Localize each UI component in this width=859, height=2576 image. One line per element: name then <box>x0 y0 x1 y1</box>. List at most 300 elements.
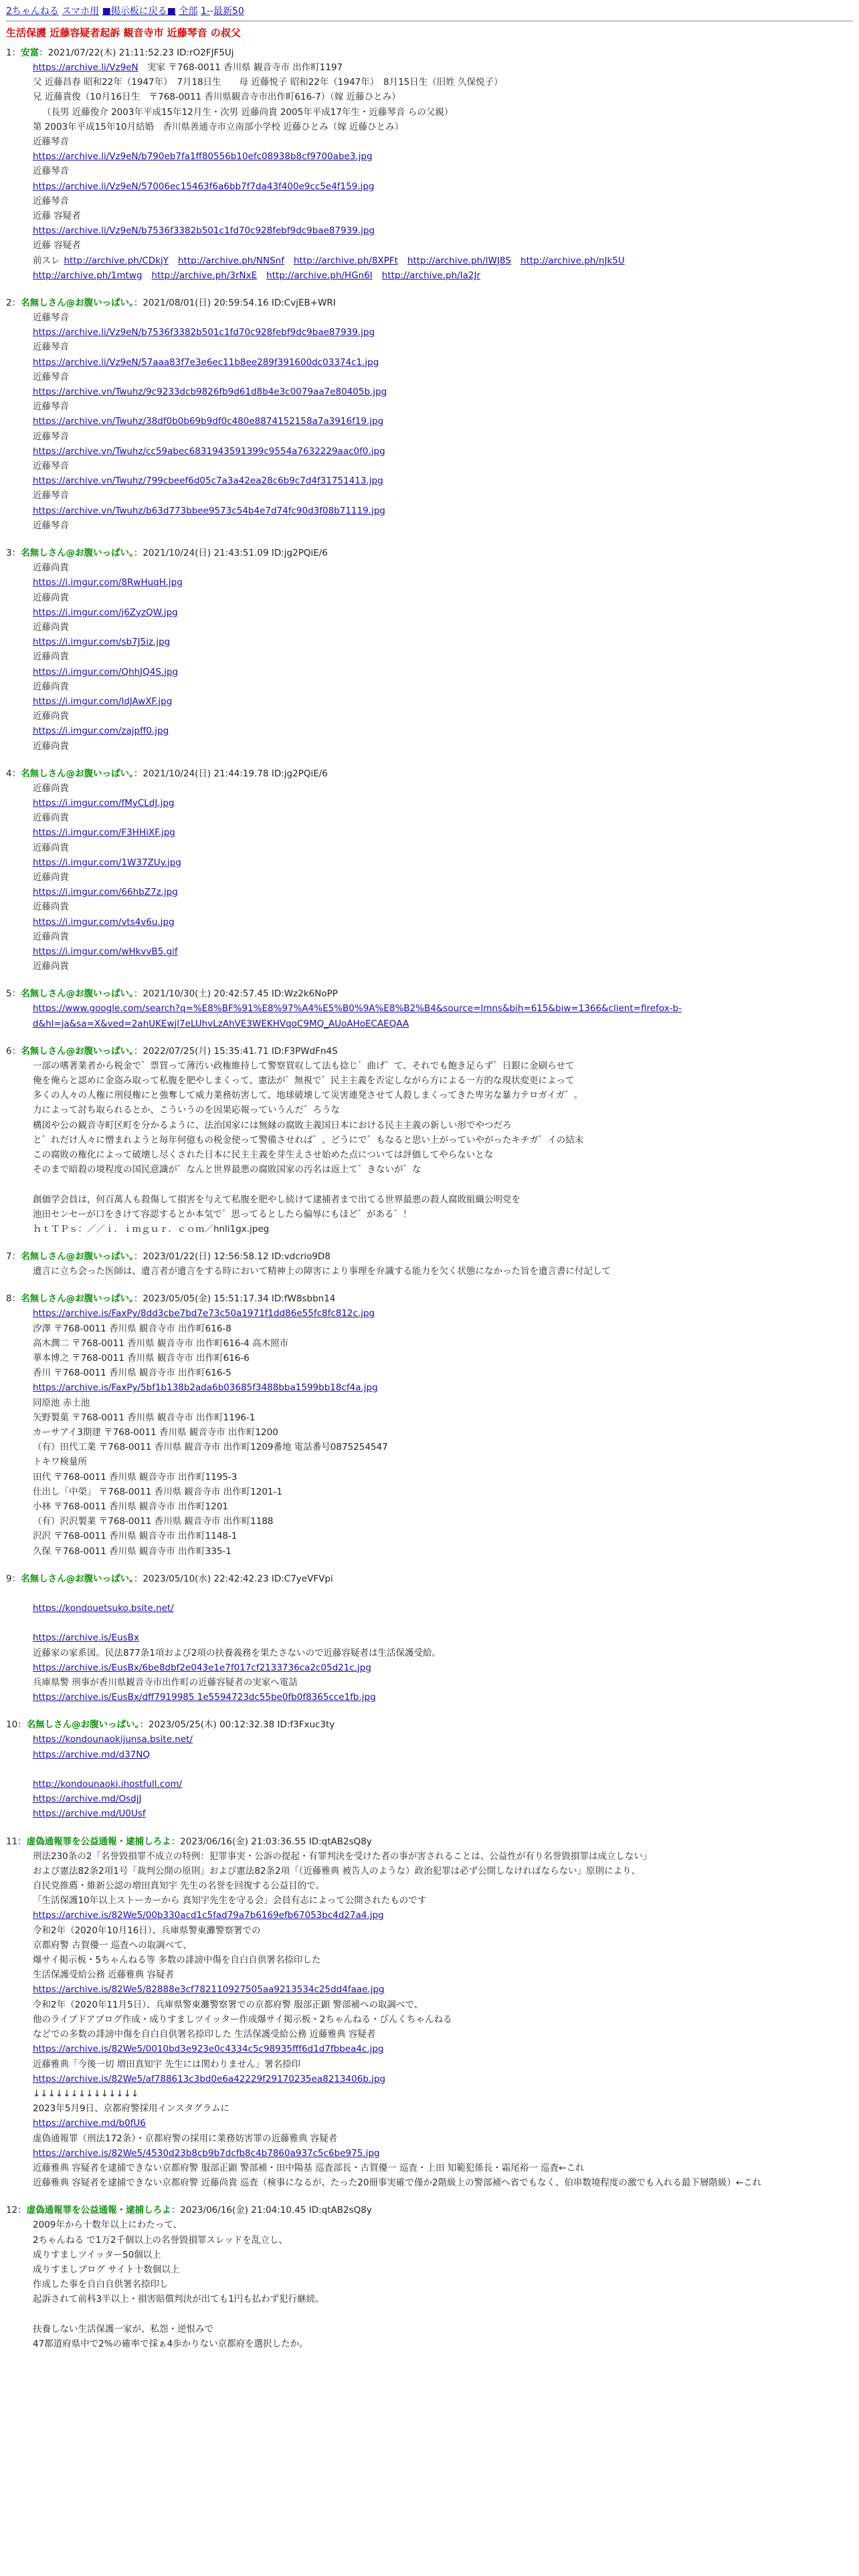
post-text: 近藤尚貴 <box>33 651 69 663</box>
post-text: 高木潤二 〒768-0011 香川県 観音寺市 出作町616-4 高木照市 <box>33 1337 289 1349</box>
post-text: 近藤雅典「今後一切 増田真知宇 先生には関わりません」署名捺印 <box>33 2058 301 2070</box>
post-text: 仕出し「中榮」 〒768-0011 香川県 観音寺市 出作町1201-1 <box>33 1486 282 1497</box>
post-line <box>33 459 853 473</box>
post-line <box>33 1762 853 1777</box>
post-line <box>33 1923 853 1938</box>
post-link[interactable]: http://archive.ph/HGn6I <box>266 270 373 281</box>
post-line <box>33 1001 853 1031</box>
post-text: 成りすましブログ サイト十数個以上 <box>33 2264 180 2275</box>
post-link[interactable]: https://kondouetsuko.bsite.net/ <box>33 1603 174 1614</box>
post-text: 近藤尚貴 <box>33 621 69 633</box>
post-link[interactable]: https://archive.li/Vz9eN/57aaa83f7e3e6ec11b8ee289f391600dc03374c1.jpg <box>33 356 379 368</box>
post-author-name: 名無しさん@お腹いっぱい。 <box>21 1045 134 1057</box>
post-line <box>33 2277 853 2292</box>
post-link[interactable]: http://archive.ph/8XPFt <box>293 255 398 266</box>
post-line <box>33 2057 853 2072</box>
post-link[interactable]: https://archive.is/82We5/82888e3cf782110927505aa9213534c25dd4faae.jpg <box>33 1984 385 1996</box>
post-line <box>33 605 853 620</box>
post <box>6 1835 853 2191</box>
post-link[interactable]: https://archive.vn/Twuhz/9c9233dcb9826fb9d61d8b4e3c0079aa7e80405b.jpg <box>33 387 387 398</box>
post-header <box>6 1572 853 1586</box>
post-text: 近藤琴音 <box>33 136 69 148</box>
post-line <box>33 2101 853 2116</box>
post-link[interactable]: https://archive.is/82We5/0010bd3e923e0c4334c5c98935fff6d1d7fbbea4c.jpg <box>33 2044 384 2055</box>
post-link[interactable]: https://archive.is/EusBx/dff7919985 1e5594723dc55be0fb0f8365cce1fb.jpg <box>33 1692 376 1703</box>
post-line <box>33 885 853 899</box>
post <box>6 1718 853 1821</box>
post-line <box>33 1059 853 1073</box>
post-link[interactable]: https://archive.vn/Twuhz/799cbeef6d05c7a3a42ea28c6b9c7d4f31751413.jpg <box>33 475 383 487</box>
post-body <box>33 560 853 754</box>
post <box>6 2204 853 2351</box>
post-line <box>33 90 853 104</box>
post-link[interactable]: https://archive.vn/Twuhz/b63d773bbee9573c54b4e7d74fc90d3f08b71119.jpg <box>33 505 385 516</box>
post-text: 近藤琴音 <box>33 401 69 413</box>
post-link[interactable]: http://archive.ph/Ia2Jr <box>381 270 481 281</box>
post-line <box>33 1747 853 1762</box>
post-line <box>33 75 853 90</box>
post-text: 近藤家の家系図。民法877条1項および2項の扶養義務を果たさないので近藤容疑者は生活保護受給。 <box>33 1647 441 1658</box>
post-line <box>33 1690 853 1705</box>
post-line <box>33 915 853 930</box>
post-link[interactable]: https://archive.li/Vz9eN/b7536f3382b501c1fd70c928febf9dc9bae87939.jpg <box>33 327 375 338</box>
post-author-name: 虚偽通報罪を公益通報・逮捕しろよ <box>26 2205 171 2216</box>
post-line <box>33 1410 853 1425</box>
post-line <box>33 1982 853 1997</box>
nav-separator: - <box>209 6 213 17</box>
post-link[interactable]: https://i.imgur.com/QhhJQ4S.jpg <box>33 666 179 677</box>
latest-50-link[interactable]: 最新50 <box>213 6 244 17</box>
post-meta: ：2023/01/22(日) 12:56:58.12 ID:vdcrio9D8 <box>133 1251 330 1263</box>
post-body <box>33 1059 853 1237</box>
post-line <box>33 1192 853 1207</box>
post-link[interactable]: http://archive.ph/NNSnf <box>178 255 284 266</box>
post-line <box>33 1321 853 1336</box>
post-line <box>33 1908 853 1923</box>
post-text: 令和2年（2020年11月5日）、兵庫県警東灘警察署での京都府警 服部正顕 警部補への取調べで、 <box>33 1999 423 2010</box>
post-number[interactable]: 12： <box>6 2205 27 2216</box>
post-line <box>33 444 853 459</box>
post-line <box>33 2218 853 2232</box>
post-link[interactable]: https://i.imgur.com/fMyCLdJ.jpg <box>33 797 175 809</box>
post-text: 力によって討ち取られるとか、こういうのを因果応報っていうんだ゛ろうな <box>33 1105 340 1116</box>
post-text: 華本博之 〒768-0011 香川県 観音寺市 出作町616-6 <box>33 1353 250 1364</box>
post-text: 爆サイ掲示板・5ちゃんねる等 多数の誹謗中傷を自白自供署名捺印した <box>33 1955 321 1966</box>
post-meta: ：2023/06/16(金) 21:04:10.45 ID:qtAB2sQ8y <box>171 2205 372 2216</box>
post <box>6 1250 853 1279</box>
post-line <box>33 1222 853 1237</box>
post-text: 一部の嗜著業者から税金で゛票買って薄汚い政権維持して警察買収して法も捻じ゛曲げ゛て、それでも飽き足らず゛日銀に金刷らせて <box>33 1060 575 1071</box>
post-text: 近藤琴音 <box>33 461 69 472</box>
post-body <box>33 1264 853 1279</box>
post-line <box>33 238 853 253</box>
post-number[interactable]: 11： <box>6 1836 27 1847</box>
post-author-name: 名無しさん@お腹いっぱい。 <box>26 1719 140 1731</box>
post-text: 池田センセーが口をきけて容認するとか本気で゛思ってるとしたら偏辱にもほど゛がある゛！ <box>33 1208 412 1220</box>
post-author-name: 名無しさん@お腹いっぱい。 <box>21 988 134 1000</box>
post-number[interactable]: 7： <box>6 1251 21 1263</box>
post-text: 近藤尚貴 <box>33 931 69 942</box>
post-number[interactable]: 1： <box>6 47 21 58</box>
post-body <box>33 310 853 533</box>
post-meta: ：2023/05/10(水) 22:42:42.23 ID:C7yeVFVpi <box>133 1573 333 1584</box>
post-line <box>33 2292 853 2306</box>
post-line <box>33 1953 853 1967</box>
post-link[interactable]: https://i.imgur.com/66hbZ7z.jpg <box>33 887 178 898</box>
post-link[interactable]: https://kondounaokijunsa.bsite.net/ <box>33 1734 193 1745</box>
post-meta: ：2021/10/24(日) 21:44:19.78 ID:jg2PQiE/6 <box>133 768 328 779</box>
post-text: 近藤 容疑者 <box>33 240 81 251</box>
post-header <box>6 46 853 60</box>
post-text: 近藤尚貴 <box>33 562 69 574</box>
post-line <box>33 370 853 385</box>
back-to-board-link[interactable]: ■掲示板に戻る■ <box>102 6 177 17</box>
post-text: 近藤琴音 <box>33 371 69 383</box>
post-line <box>33 325 853 340</box>
post-link[interactable]: http://archive.ph/lWJ8S <box>407 255 512 266</box>
post-text: 父 近藤昌春 昭和22年（1947年） 7月18日生 母 近藤悦子 昭和22年（1947年） 8月15日生（旧姓 久保悦子） <box>33 77 503 88</box>
post-text: 近藤琴音 <box>33 166 69 177</box>
post-meta: ：2021/10/24(日) 21:43:51.09 ID:jg2PQiE/6 <box>133 548 328 559</box>
post-text: 刑法230条の2「名誉毀損罪不成立の特例：犯罪事実・公訴の提起・有罪判決を受けた者の事が害されることは、公益性が有り名誉毀損罪は成立しない」 <box>33 1850 652 1862</box>
post-line <box>33 1264 853 1279</box>
post-link[interactable]: http://kondounaoki.ihostfull.com/ <box>33 1779 183 1790</box>
post-link[interactable]: https://archive.md/OsdjJ <box>33 1794 142 1805</box>
post-line <box>33 1893 853 1908</box>
post-text: 近藤琴音 <box>33 431 69 442</box>
post-header <box>6 1835 853 1849</box>
post-text: 起訴されて前科3半以上・損害賠償判決が出ても1円も払わず犯行継続。 <box>33 2294 324 2305</box>
post-text: 前スレ <box>33 255 60 266</box>
post-link[interactable]: https://archive.is/82We5/af788613c3bd0e6a42229f29170235ea8213406b.jpg <box>33 2073 386 2084</box>
post-link[interactable]: http://archive.ph/3rNxE <box>151 270 258 281</box>
post-meta: ：2023/06/16(金) 21:03:36.55 ID:qtAB2sQ8y <box>171 1836 372 1847</box>
post-text: 沢沢 〒768-0011 香川県 観音寺市 出作町1148-1 <box>33 1531 237 1542</box>
post-header <box>6 1045 853 1059</box>
post-link[interactable]: https://archive.md/U0Usf <box>33 1808 146 1820</box>
post-text: 近藤琴音 <box>33 195 69 207</box>
post-text: ↓↓↓↓↓↓↓↓↓↓↓↓↓↓ <box>33 2088 139 2099</box>
post-line <box>33 1336 853 1351</box>
post-line <box>33 1499 853 1514</box>
post-text: 近藤尚貴 <box>33 782 69 794</box>
post-line <box>33 1879 853 1893</box>
post-number[interactable]: 6： <box>6 1045 21 1057</box>
post-text: 近藤尚貴 <box>33 961 69 972</box>
post-body <box>33 1001 853 1031</box>
post-text: 小林 〒768-0011 香川県 観音寺市 出作町1201 <box>33 1501 229 1513</box>
mobile-link[interactable]: スマホ用 <box>62 6 100 17</box>
post-text: 香川 〒768-0011 香川県 観音寺市 出作町616-5 <box>33 1368 231 1379</box>
post-line <box>33 649 853 664</box>
post-body <box>33 1586 853 1705</box>
post-number[interactable]: 2： <box>6 298 21 309</box>
range-link[interactable]: 1- <box>200 6 210 17</box>
post-link[interactable]: https://archive.li/Vz9eN/57006ec15463f6a6bb7f7da43f400e9cc5e4f159.jpg <box>33 181 375 192</box>
post-line <box>33 2131 853 2146</box>
post-line <box>33 223 853 238</box>
post-header <box>6 1250 853 1264</box>
post-line <box>33 2027 853 2042</box>
post-line <box>33 620 853 635</box>
post-header <box>6 296 853 310</box>
post-line <box>33 796 853 811</box>
post-text: 虚偽通報罪（刑法172条）・京都府警の採用に業務妨害罪の近藤雅典 容疑者 <box>33 2133 338 2144</box>
post <box>6 1045 853 1237</box>
post-author-name: 虚偽通報罪を公益通報・逮捕しろよ <box>26 1836 171 1847</box>
post-text: 他のライブドアブログ作成・成りすましツイッター作成爆サイ掲示板・2ちゃんねる・びんくちゃんねる <box>33 2014 452 2025</box>
post-link[interactable]: https://i.imgur.com/F3HHiXF.jpg <box>33 827 175 839</box>
post-line <box>33 1351 853 1366</box>
post-link[interactable]: http://archive.ph/nJk5U <box>520 255 625 266</box>
post-link[interactable]: https://i.imgur.com/8RwHuqH.jpg <box>33 577 183 588</box>
post-body <box>33 2218 853 2351</box>
post-text: 近藤 容疑者 <box>33 211 81 222</box>
post-line <box>33 1660 853 1675</box>
post-line <box>33 1998 853 2012</box>
post-text: （有）田代工業 〒768-0011 香川県 観音寺市 出作町1209番地 電話番号0875254547 <box>33 1442 388 1453</box>
post-number[interactable]: 8： <box>6 1293 21 1305</box>
post-line <box>33 209 853 223</box>
post-link[interactable]: https://i.imgur.com/zajpff0.jpg <box>33 726 169 737</box>
post-text: 2ちゃんねる で1万2千個以上の名誉毀損罪スレッドを乱立し、 <box>33 2234 288 2246</box>
post-text: 作成した事を自白自供署名捺印し <box>33 2279 169 2290</box>
post-text: 多くの人々の人権に刑侵権にと強奪して威力業務妨害して、地球破壊して災害連発させて人殺しまくってきた卑劣な暴力テロガイガ゛。 <box>33 1090 583 1101</box>
post-link[interactable]: https://i.imgur.com/vts4v6u.jpg <box>33 916 175 928</box>
post-line <box>33 1306 853 1321</box>
post-line <box>33 724 853 738</box>
post-text: 近藤琴音 <box>33 312 69 324</box>
post-header <box>6 1718 853 1732</box>
post-line <box>33 268 853 283</box>
post-header <box>6 2204 853 2218</box>
post-line <box>33 179 853 194</box>
post-line <box>33 355 853 370</box>
post-author-name: 名無しさん@お腹いっぱい。 <box>21 1251 134 1263</box>
post-body <box>33 60 853 283</box>
post-line <box>33 399 853 414</box>
post-line <box>33 781 853 796</box>
post-line <box>33 1380 853 1395</box>
post-line <box>33 1514 853 1529</box>
post-text: そのまで暗殺の境程度の国民意識が゛なんと世界最悪の腐敗国家の汚名は返上て゛きないが゛な <box>33 1164 421 1176</box>
post-line <box>33 665 853 679</box>
post-line <box>33 855 853 870</box>
post-line <box>33 488 853 503</box>
post-line <box>33 899 853 914</box>
post-text: 遺言に立ち会った医師は、遺言者が遺言をする時において精神上の障害により事理を弁識する能力を欠く状態になかった旨を遺言書に付記して <box>33 1266 611 1277</box>
post-line <box>33 825 853 840</box>
post-author-name: 名無しさん@お腹いっぱい。 <box>21 548 134 559</box>
post-text: 近藤琴音 <box>33 520 69 531</box>
post-line <box>33 504 853 518</box>
post-line <box>33 841 853 855</box>
post-link[interactable]: https://i.imgur.com/wHkvvB5.gif <box>33 946 178 957</box>
post-text: 矢野製菓 〒768-0011 香川県 観音寺市 出作町1196-1 <box>33 1412 256 1423</box>
post-body <box>33 1306 853 1558</box>
post-line <box>33 930 853 944</box>
post-author-name: 安富 <box>21 47 39 58</box>
post-link[interactable]: https://archive.md/d37NQ <box>33 1749 150 1760</box>
post-line <box>33 2042 853 2056</box>
post-body <box>33 781 853 974</box>
post-text: （有）沢沢製業 〒768-0011 香川県 観音寺市 出作町1188 <box>33 1516 274 1527</box>
post-text: トキワ検量所 <box>33 1457 87 1468</box>
all-posts-link[interactable]: 全部 <box>179 6 198 17</box>
post-link[interactable]: https://archive.li/Vz9eN <box>33 62 138 73</box>
post-line <box>33 560 853 575</box>
post-link[interactable]: https://archive.is/82We5/00b330acd1c5fad79a7b6169efb67053bc4d27a4.jpg <box>33 1910 384 1921</box>
post-text: 同原池 赤土池 <box>33 1397 90 1408</box>
post <box>6 1292 853 1558</box>
post-line <box>33 2248 853 2262</box>
post-line <box>33 2233 853 2248</box>
post-line <box>33 385 853 399</box>
post-body <box>33 1849 853 2191</box>
post-number[interactable]: 4： <box>6 768 21 779</box>
post-line <box>33 1425 853 1440</box>
post-line <box>33 164 853 179</box>
post-text: 京都府警 古賀優一 巡査への取調べて、 <box>33 1939 192 1951</box>
post <box>6 987 853 1031</box>
post-line <box>33 473 853 488</box>
post-line <box>33 1601 853 1616</box>
post-number[interactable]: 9： <box>6 1573 21 1584</box>
post-link[interactable]: https://archive.li/Vz9eN/b7536f3382b501c1fd70c928febf9dc9bae87939.jpg <box>33 225 375 237</box>
post-header <box>6 767 853 781</box>
post-text: 「生活保護10年以上ストーカーから 真知宇先生を守る会」会員有志によって公開されたものです <box>33 1895 427 1907</box>
post-link[interactable]: https://archive.vn/Twuhz/cc59abec6831943591399c9554a7632229aac0f0.jpg <box>33 445 385 457</box>
post-line <box>33 2307 853 2322</box>
post-link[interactable]: https://archive.is/EusBx <box>33 1632 139 1644</box>
post-line <box>33 149 853 164</box>
post-list <box>6 46 853 2351</box>
post-link[interactable]: https://archive.is/FaxPy/8dd3cbe7bd7e73c50a1971f1dd86e55fc8fc812c.jpg <box>33 1308 375 1319</box>
post-meta: ：2021/07/22(木) 21:11:52.23 ID:rO2FJF5Uj <box>39 47 234 58</box>
post-line <box>33 2262 853 2277</box>
post-line <box>33 1616 853 1630</box>
post-link[interactable]: https://archive.is/82We5/4530d23b8cb9b7dcfb8c4b7860a937c5c6be975.jpg <box>33 2147 380 2159</box>
post-line <box>33 1777 853 1792</box>
post-text: 扶養しない生活保護一家が、私怨・逆恨みで <box>33 2323 213 2335</box>
post-line <box>33 310 853 325</box>
post-line <box>33 429 853 444</box>
post-link[interactable]: http://archive.ph/CDkjY <box>64 255 169 266</box>
post-text: 近藤琴音 <box>33 490 69 502</box>
post-line <box>33 959 853 974</box>
post-link[interactable]: https://archive.is/FaxPy/5bf1b138b2ada6b03685f3488bba1599bb18cf4a.jpg <box>33 1382 378 1394</box>
post-text: 近藤尚貴 <box>33 740 69 752</box>
post-text: 近藤尚貴 <box>33 711 69 722</box>
post-line <box>33 1162 853 1177</box>
post-line <box>33 1732 853 1747</box>
post-link[interactable]: https://archive.is/EusBx/6be8dbf2e043e1e7f017cf2133736ca2c05d21c.jpg <box>33 1662 371 1673</box>
post-line <box>33 2012 853 2027</box>
post-text: 第 2003年平成15年10月結婚 香川県善通寺市立南部小学校 近藤ひとみ（嫁 近藤ひとみ） <box>33 121 404 132</box>
post-number[interactable]: 3： <box>6 548 21 559</box>
post-line <box>33 1118 853 1133</box>
post-link[interactable]: https://i.imgur.com/ldJAwXF.jpg <box>33 695 173 707</box>
post-line <box>33 1207 853 1222</box>
post-header <box>6 987 853 1001</box>
post-number[interactable]: 5： <box>6 988 21 1000</box>
post-line <box>33 1864 853 1879</box>
post-line <box>33 870 853 885</box>
post-text: 久保 〒768-0011 香川県 観音寺市 出作町335-1 <box>33 1545 231 1557</box>
post-line <box>33 1133 853 1148</box>
post-line <box>33 134 853 149</box>
post-line <box>33 60 853 75</box>
post-line <box>33 709 853 724</box>
post-text: 俺を俺らと認めに金盗み取って私腹を肥やしまくって、憲法が゛無視で゛民主主義を否定しながら方による一方的な現状変更によって <box>33 1075 575 1086</box>
post-link[interactable]: https://archive.md/b0fU6 <box>33 2118 146 2129</box>
post-text: 実家 〒768-0011 香川県 観音寺市 出作町1197 <box>138 62 343 73</box>
post-text: 近藤琴音 <box>33 342 69 353</box>
post-header <box>6 546 853 560</box>
post-line <box>33 1938 853 1953</box>
post-line <box>33 2072 853 2086</box>
post-line <box>33 518 853 533</box>
post-line <box>33 1485 853 1499</box>
post-link[interactable]: https://archive.li/Vz9eN/b790eb7fa1ff80556b10efc08938b8cf9700abe3.jpg <box>33 151 373 163</box>
post-line <box>33 414 853 429</box>
post-meta: ：2023/05/25(木) 00:12:32.38 ID:f3Fxuc3ty <box>139 1719 335 1731</box>
post-line <box>33 2116 853 2131</box>
post-link[interactable]: https://i.imgur.com/j6ZyzQW.jpg <box>33 607 178 618</box>
post-line <box>33 1396 853 1410</box>
post-line <box>33 120 853 134</box>
post-text: などでの多数の誹謗中傷を自白自供署名捺印した 生活保護受給公務 近藤雅典 容疑者 <box>33 2029 376 2040</box>
top-nav <box>6 4 853 19</box>
post-line <box>33 591 853 605</box>
post-meta: ：2022/07/25(月) 15:35:41.71 ID:F3PWdFn4S <box>133 1045 338 1057</box>
post <box>6 546 853 754</box>
post-meta: ：2021/08/01(日) 20:59:54.16 ID:CvjEB+WRI <box>133 298 336 309</box>
post-line <box>33 1586 853 1601</box>
post-meta: ：2023/05/05(金) 15:51:17.34 ID:fW8sbbn14 <box>133 1293 336 1305</box>
post-author-name: 名無しさん@お腹いっぱい。 <box>21 1573 134 1584</box>
post-text: 構図や公の観音寺町区町を分かるように、法治国家には無縁の腐敗主義国日本における民主主義の新しい形でやつだろ <box>33 1119 512 1131</box>
post-link[interactable]: https://i.imgur.com/1W37ZUy.jpg <box>33 857 181 868</box>
post-text: 近藤尚貴 <box>33 842 69 853</box>
post-line <box>33 1366 853 1380</box>
post-text: 2009年から十数年以上にわたって、 <box>33 2220 183 2231</box>
post-line <box>33 1088 853 1103</box>
post-text: 令和2年（2020年10月16日）、兵庫県警東灘警察署での <box>33 1925 261 1936</box>
board-link[interactable]: 2ちゃんねる <box>6 6 59 17</box>
post-line <box>33 1806 853 1821</box>
post-line <box>33 1148 853 1162</box>
post-link[interactable]: http://archive.ph/1mtwg <box>33 270 142 281</box>
post-line <box>33 2337 853 2351</box>
post-line <box>33 635 853 649</box>
post-link[interactable]: https://i.imgur.com/sb7J5iz.jpg <box>33 637 171 648</box>
post-meta: ：2021/10/30(土) 20:42:57.45 ID:Wz2k6NoPP <box>133 988 338 1000</box>
post-line <box>33 1470 853 1485</box>
post-text: 近藤尚貴 <box>33 592 69 603</box>
post-text: と゛れだけ人々に憎まれようと毎年何億もの税金使って警備させれば゛、どうにで゛もなると思い上がっていやがったキチガ゛イの結末 <box>33 1134 584 1146</box>
post-line <box>33 1177 853 1192</box>
post-line <box>33 811 853 825</box>
post-line <box>33 1440 853 1455</box>
post-line <box>33 340 853 354</box>
post-link[interactable]: https://archive.vn/Twuhz/38df0b0b69b9df0c480e8874152158a7a3916f19.jpg <box>33 416 384 427</box>
post-line <box>33 2161 853 2175</box>
post-link[interactable]: https://www.google.com/search?q=%E8%BF%91%E8%97%A4%E5%B0%9A%E8%B2%B4&source=lmns&bih=615&biw=1366&client=firefox-b-d&hl=ja&sa=X&ved=2ahUKEwjl7eLUhvLzAhVE3WEKHVqoC9MQ_AUoAHoECAEQAA <box>33 1003 682 1029</box>
post-text: （長男 近藤俊介 2003年平成15年12月生・次男 近藤尚貴 2005年平成17年生・近藤琴音 らの父親） <box>42 106 454 118</box>
post-text: 自民党推薦・維新公認の増田真知宇 先生の名誉を回復する公益目的で。 <box>33 1881 325 1892</box>
post-number[interactable]: 10： <box>6 1719 27 1731</box>
